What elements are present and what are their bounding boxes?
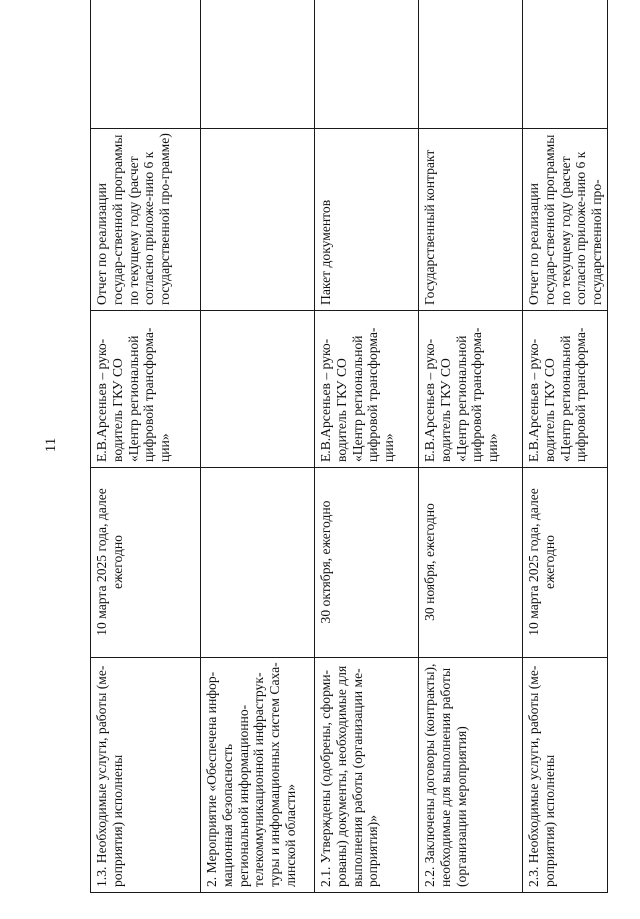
deadline-cell: 30 ноября, ежегодно	[419, 468, 523, 658]
result-cell: 1.3. Необходимые услуги, работы (ме-роприятия) исполнены	[91, 658, 201, 893]
deadline-cell: 30 октября, ежегодно	[315, 468, 419, 658]
empty-cell	[419, 0, 523, 129]
executor-cell: Е.В.Арсеньев – руко-водитель ГКУ СО «Центр региональной цифровой трансформа-	[523, 311, 608, 468]
executor-cell: Е.В.Арсеньев – руко-водитель ГКУ СО «Центр региональной цифровой трансформа-ции»	[91, 311, 201, 468]
result-cell: 2.2. Заключены договоры (контракты), необходимые для выполнения работы (организации мероприятия)	[419, 658, 523, 893]
table-row	[201, 0, 315, 893]
document-cell: Государственный контракт	[419, 129, 523, 311]
empty-cell	[315, 0, 419, 129]
table-row	[91, 0, 201, 893]
empty-cell	[523, 0, 608, 129]
deadline-cell: 10 марта 2025 года, далее ежегодно	[523, 468, 608, 658]
result-cell: 2.3. Необходимые услуги, работы (ме-роприятия) исполнены	[523, 658, 608, 893]
empty-cell	[91, 0, 201, 129]
deadline-cell: 10 марта 2025 года, далее ежегодно	[91, 468, 201, 658]
table-row	[419, 0, 523, 893]
executor-cell: Е.В.Арсеньев – руко-водитель ГКУ СО «Центр региональной цифровой трансформа-ции»	[419, 311, 523, 468]
empty-cell	[201, 0, 315, 129]
result-cell: 2.1. Утверждены (одобрены, сформи-рованы) документы, необходимые для выполнения работы (организации ме-роприятия)»	[315, 658, 419, 893]
document-cell: Пакет документов	[315, 129, 419, 311]
page-number: 11	[43, 437, 59, 453]
table-row	[315, 0, 419, 893]
document-cell: Отчет по реализации государ-ственной программы по текущему году (расчет согласно приложе-нию 6 к государственной про-	[523, 129, 608, 311]
table-row	[523, 0, 608, 893]
document-cell: Отчет по реализации государ-ственной программы по текущему году (расчет согласно приложе-нию 6 к государственной про-грамме)	[91, 129, 201, 311]
plan-table	[90, 0, 608, 893]
deadline-cell	[201, 468, 315, 658]
result-cell: 2. Мероприятие «Обеспечена инфор-мационная безопасность региональной информационно-телекоммуникационной инфраструк-туры и информационных систем Саха-линской области»	[201, 658, 315, 893]
executor-cell	[201, 311, 315, 468]
rotated-table-container	[90, 37, 605, 893]
document-cell	[201, 129, 315, 311]
executor-cell: Е.В.Арсеньев – руко-водитель ГКУ СО «Центр региональной цифровой трансформа-ции»	[315, 311, 419, 468]
